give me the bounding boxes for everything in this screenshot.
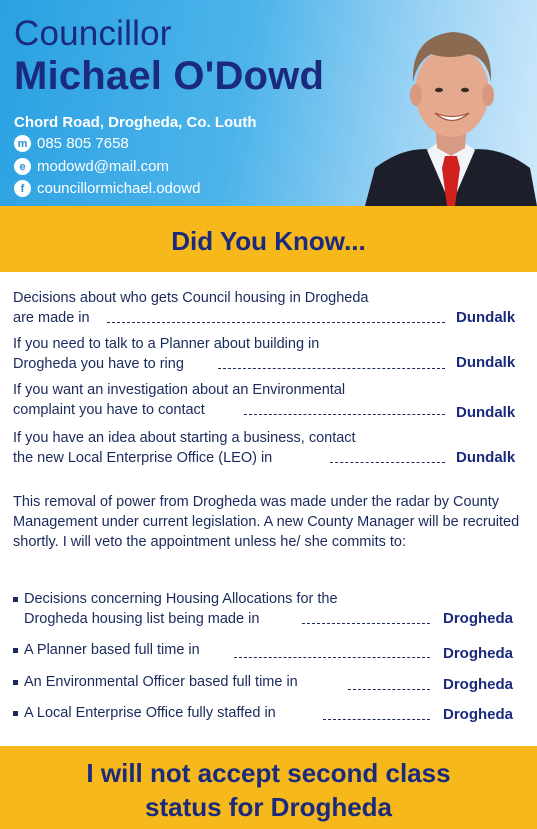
explanation-paragraph: This removal of power from Drogheda was made under the radar by County Management under current legislation. A new County Manager will be recruited shortly. I will veto the appointment unless he/ she commits to: bbox=[13, 494, 520, 550]
slogan-line-2: status for Drogheda bbox=[144, 792, 393, 822]
bullet-icon bbox=[13, 680, 18, 685]
email-address: modowd@mail.com bbox=[37, 158, 169, 175]
title-councillor: Councillor bbox=[14, 14, 172, 53]
leader-dots bbox=[323, 719, 430, 720]
commitment-4 bbox=[13, 703, 276, 723]
facebook-row bbox=[14, 180, 200, 197]
commitment-1-line2: Drogheda housing list being made in bbox=[24, 611, 260, 627]
commitment-1-answer: Drogheda bbox=[443, 610, 514, 627]
fact-3-answer: Dundalk bbox=[456, 404, 516, 421]
fact-2-line2: Drogheda you have to ring bbox=[13, 356, 184, 372]
fact-4-line2: the new Local Enterprise Office (LEO) in bbox=[13, 450, 273, 466]
fact-1-answer: Dundalk bbox=[456, 309, 516, 326]
commitment-2 bbox=[13, 640, 200, 660]
fact-4-line1: If you have an idea about starting a business, contact bbox=[13, 430, 356, 446]
phone-row bbox=[14, 135, 129, 152]
commitment-2-answer: Drogheda bbox=[443, 645, 514, 662]
commitment-4-answer: Drogheda bbox=[443, 706, 514, 723]
facebook-handle: councillormichael.odowd bbox=[37, 180, 201, 197]
fact-1-line2: are made in bbox=[13, 310, 90, 326]
commitment-3-answer: Drogheda bbox=[443, 676, 514, 693]
did-you-know-heading: Did You Know... bbox=[171, 226, 366, 256]
slogan-line-1: I will not accept second class bbox=[86, 758, 451, 788]
commitment-1-text: Decisions concerning Housing Allocations for the bbox=[24, 591, 338, 607]
bullet-icon bbox=[13, 648, 18, 653]
fact-2-line1: If you need to talk to a Planner about building in bbox=[13, 336, 320, 352]
leader-dots bbox=[244, 414, 445, 415]
leader-dots bbox=[234, 657, 430, 658]
fact-4-answer: Dundalk bbox=[456, 449, 516, 466]
mobile-icon: m bbox=[14, 135, 31, 152]
leader-dots bbox=[218, 368, 445, 369]
fact-3-line2: complaint you have to contact bbox=[13, 402, 205, 418]
leader-dots bbox=[107, 322, 445, 323]
leader-dots bbox=[330, 462, 445, 463]
email-icon: e bbox=[14, 158, 31, 175]
facebook-icon: f bbox=[14, 180, 31, 197]
bullet-icon bbox=[13, 597, 18, 602]
commitment-3-text: An Environmental Officer based full time in bbox=[24, 674, 298, 690]
commitment-2-text: A Planner based full time in bbox=[24, 642, 200, 658]
fact-1-line1: Decisions about who gets Council housing in Drogheda bbox=[13, 290, 369, 306]
councillor-photo bbox=[365, 0, 537, 206]
email-row bbox=[14, 158, 169, 175]
fact-2-answer: Dundalk bbox=[456, 354, 516, 371]
address: Chord Road, Drogheda, Co. Louth bbox=[14, 114, 257, 131]
commitment-4-text: A Local Enterprise Office fully staffed in bbox=[24, 705, 276, 721]
leader-dots bbox=[302, 623, 430, 624]
phone-number: 085 805 7658 bbox=[37, 135, 129, 152]
leader-dots bbox=[348, 689, 430, 690]
fact-3-line1: If you want an investigation about an Environmental bbox=[13, 382, 346, 398]
commitment-1-line1 bbox=[13, 589, 338, 609]
commitment-3 bbox=[13, 672, 298, 692]
bullet-icon bbox=[13, 711, 18, 716]
title-name: Michael O'Dowd bbox=[14, 54, 325, 98]
header-banner bbox=[0, 0, 537, 206]
